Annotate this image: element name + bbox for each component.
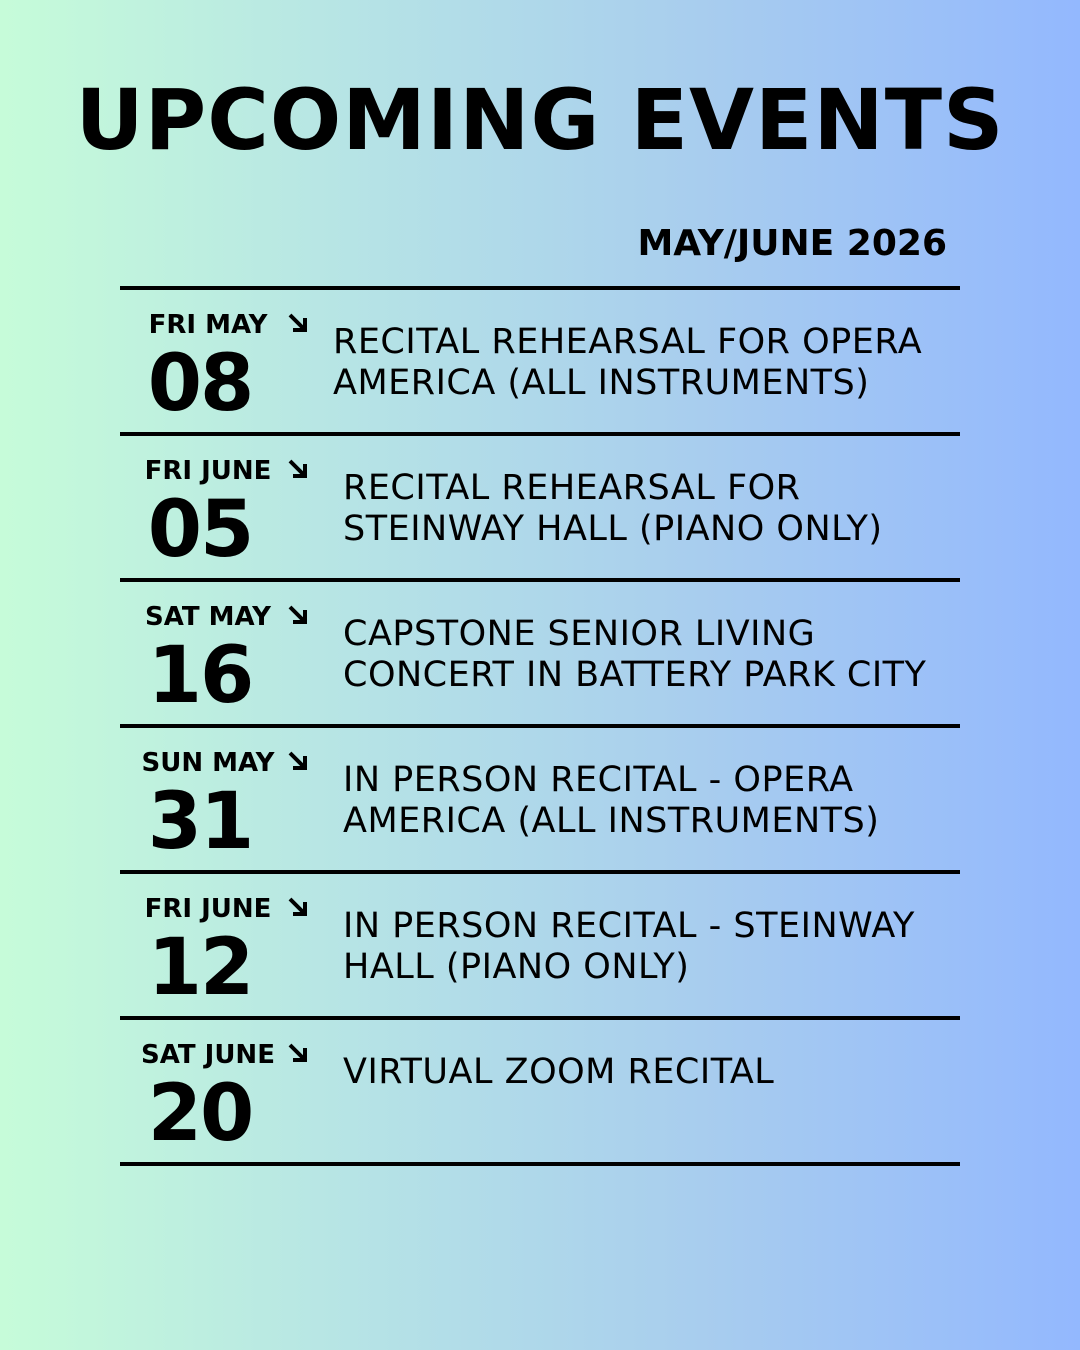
event-item <box>120 290 960 432</box>
event-title: RECITAL REHEARSAL FOR STEINWAY HALL (PIANO ONLY) <box>343 468 883 549</box>
arrow-down-right-icon <box>285 456 311 482</box>
events-list <box>120 286 960 1166</box>
day-number: 16 <box>147 631 253 721</box>
event-item <box>120 874 960 1016</box>
divider <box>120 1162 960 1166</box>
day-number: 20 <box>147 1069 253 1159</box>
arrow-down-right-icon <box>285 1040 311 1066</box>
arrow-down-right-icon <box>285 602 311 628</box>
day-label: FRI JUNE <box>144 894 272 924</box>
event-title: CAPSTONE SENIOR LIVING CONCERT IN BATTERY PARK CITY <box>343 614 927 695</box>
event-item <box>120 728 960 870</box>
day-number: 08 <box>147 339 253 429</box>
arrow-down-right-icon <box>285 748 311 774</box>
day-number: 05 <box>147 485 253 575</box>
arrow-down-right-icon <box>285 894 311 920</box>
month-range: MAY/JUNE 2026 <box>637 223 947 264</box>
day-label: SAT MAY <box>145 602 271 632</box>
day-label: FRI MAY <box>148 310 268 340</box>
event-title: VIRTUAL ZOOM RECITAL <box>343 1052 775 1092</box>
event-item <box>120 436 960 578</box>
event-item <box>120 1020 960 1162</box>
event-item <box>120 582 960 724</box>
day-label: SAT JUNE <box>141 1040 275 1070</box>
day-number: 12 <box>147 923 253 1013</box>
day-label: SUN MAY <box>141 748 275 778</box>
event-title: IN PERSON RECITAL - STEINWAY HALL (PIANO ONLY) <box>343 906 915 987</box>
page-title: UPCOMING EVENTS <box>75 71 1005 169</box>
event-title: RECITAL REHEARSAL FOR OPERA AMERICA (ALL INSTRUMENTS) <box>333 322 923 403</box>
day-number: 31 <box>147 777 253 867</box>
event-title: IN PERSON RECITAL - OPERA AMERICA (ALL INSTRUMENTS) <box>343 760 880 841</box>
day-label: FRI JUNE <box>144 456 272 486</box>
arrow-down-right-icon <box>285 310 311 336</box>
